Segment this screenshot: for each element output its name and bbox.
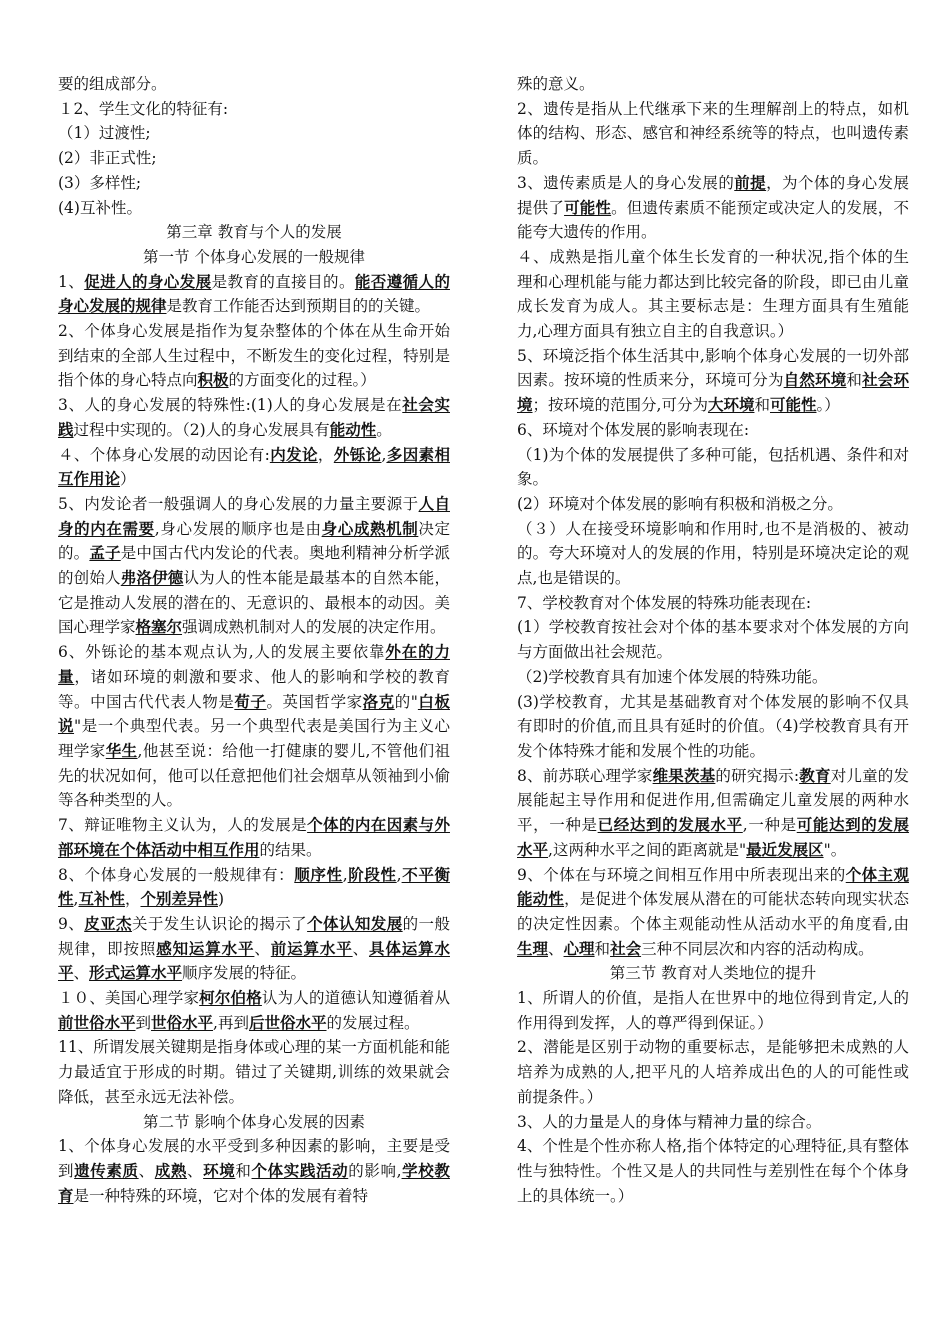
left-paragraph <box>58 640 450 813</box>
right-paragraph <box>517 690 909 764</box>
text-run: 11、所谓发展关键期是指身体或心理的某一方面机能和能力最适宜于形成的时期。错过了关键期,训练的效果就会降低，甚至永远无法补偿。 <box>58 1038 450 1106</box>
text-run: 的研究揭示: <box>715 766 800 785</box>
text-run: ,一种是 <box>742 816 797 835</box>
text-run: １０、美国心理学家 <box>58 989 200 1008</box>
key-term: 维果茨基 <box>652 765 716 785</box>
right-column <box>517 72 909 1208</box>
left-heading <box>58 220 450 245</box>
text-run: 和 <box>754 396 770 415</box>
key-term: 荀子 <box>234 691 267 711</box>
text-run: ,再到 <box>213 1013 249 1032</box>
text-run: 9、 <box>58 914 85 933</box>
text-run: 强调成熟机制对人的发展的决定作用。 <box>182 618 446 637</box>
text-run: （1）过渡性; <box>58 124 151 143</box>
key-term: 孟子 <box>89 543 121 563</box>
key-term: 互补性 <box>78 889 125 909</box>
key-term: 皮亚杰 <box>84 913 132 933</box>
key-term: 社会 <box>610 938 642 958</box>
key-term: 外铄论 <box>333 444 382 464</box>
text-run: 三种不同层次和内容的活动构成。 <box>641 939 874 958</box>
text-run: 5、内发论者一般强调人的身心发展的力量主要源于 <box>58 494 419 513</box>
right-paragraph <box>517 492 909 517</box>
key-term: 阶段性 <box>347 864 397 884</box>
text-run: ；按环境的范围分,可分为 <box>532 396 708 415</box>
key-term: 个体实践活动 <box>251 1160 349 1180</box>
key-term: 个体主观能动性 <box>517 864 909 909</box>
text-run: ，为个体的身心发展提供了 <box>517 173 909 217</box>
text-run: 关于发生认识论的揭示了 <box>131 914 308 933</box>
key-term: 外在的力量 <box>58 642 450 686</box>
text-run: ， <box>124 890 141 909</box>
right-paragraph <box>517 72 909 97</box>
left-paragraph <box>58 72 450 97</box>
key-term: 前提 <box>734 172 767 192</box>
text-run: ) <box>218 890 225 909</box>
text-run: 9、个体在与环境之间相互作用中所表现出来的 <box>517 865 846 884</box>
key-term: 社会实践 <box>58 395 450 439</box>
text-run: 对儿童的发展能起主导作用和促进作用,但需确定儿童发展的两种水平，一种是 <box>517 766 909 835</box>
text-run: ，是促进个体发展从潜在的可能状态转向现实状态的决定性因素。个体主观能动性从活动水平的角度看,由 <box>517 890 909 933</box>
text-run: 1、 <box>58 272 85 291</box>
text-run: , <box>342 865 348 884</box>
text-run: 第二节 影响个体身心发展的因素 <box>143 1112 365 1131</box>
key-term: 世俗水平 <box>151 1012 214 1032</box>
text-run: 认为人的道德认知遵循着从 <box>261 989 450 1008</box>
text-run: 。英国哲学家 <box>266 692 363 711</box>
right-paragraph <box>517 1134 909 1208</box>
text-run: 的一般规律，即按照 <box>58 914 450 958</box>
key-term: 可能达到的发展水平 <box>517 815 909 859</box>
text-run: ） <box>120 470 136 489</box>
left-paragraph <box>58 1035 450 1109</box>
text-run: 第三节 教育对人类地位的提升 <box>609 964 817 983</box>
text-run: 、 <box>138 1161 155 1180</box>
text-run: 和 <box>235 1161 252 1180</box>
right-paragraph <box>517 443 909 492</box>
right-paragraph <box>517 245 909 344</box>
right-paragraph <box>517 1035 909 1109</box>
key-term: 后世俗水平 <box>248 1012 327 1032</box>
text-run: , <box>396 865 402 884</box>
text-run: (1）学校教育按社会对个体的基本要求对个体发展的方向与方面做出社会规范。 <box>517 618 909 662</box>
text-run: 7、学校教育对个体发展的特殊功能表现在: <box>517 593 812 612</box>
right-paragraph <box>517 986 909 1035</box>
right-paragraph <box>517 615 909 664</box>
key-term: 内发论 <box>269 444 318 464</box>
right-paragraph <box>517 344 909 418</box>
key-term: 柯尔伯格 <box>199 988 262 1008</box>
left-paragraph <box>58 196 450 221</box>
text-run: 是教育工作能否达到预期目的的关键。 <box>166 297 431 316</box>
key-term: 前运算水平 <box>270 938 353 958</box>
key-term: 成熟 <box>154 1160 187 1180</box>
left-column <box>58 72 450 1208</box>
text-run: 是教育的直接目的。 <box>211 272 355 291</box>
text-run: 到 <box>135 1013 152 1032</box>
right-paragraph <box>517 171 909 245</box>
left-heading <box>58 245 450 270</box>
key-term: 多因素相互作用论 <box>58 444 450 489</box>
text-run: 殊的意义。 <box>517 75 595 93</box>
left-paragraph <box>58 1134 450 1208</box>
key-term: 学校教育 <box>58 1160 450 1205</box>
text-run: 3、人的身心发展的特殊性:(1)人的身心发展是在 <box>58 396 403 415</box>
key-term: 前世俗水平 <box>58 1012 136 1032</box>
left-paragraph <box>58 146 450 171</box>
key-term: 具体运算水平 <box>58 938 450 983</box>
key-term: 形式运算水平 <box>89 963 183 983</box>
key-term: 个别差异性 <box>140 889 218 909</box>
text-run: 5、环境泛指个体生活其中,影响个体身心发展的一切外部因素。按环境的性质来分，环境可分为 <box>517 346 909 390</box>
text-run: （2)学校教育具有加速个体发展的特殊功能。 <box>517 667 828 686</box>
key-term: 身心成熟机制 <box>321 518 419 538</box>
text-run: 的发展过程。 <box>326 1013 420 1032</box>
key-term: 不平衡性 <box>58 864 450 909</box>
text-run: 的结果。 <box>259 840 322 859</box>
right-paragraph <box>517 418 909 443</box>
text-run: 顺序发展的特征。 <box>182 964 307 983</box>
key-term: 可能性 <box>769 395 817 415</box>
text-run: 、 <box>73 964 90 983</box>
key-term: 遗传素质 <box>74 1160 139 1180</box>
right-paragraph <box>517 863 909 962</box>
text-run: 1、个体身心发展的水平受到多种因素的影响，主要是受到 <box>58 1137 450 1180</box>
left-paragraph <box>58 97 450 122</box>
text-run: 的方面变化的过程。） <box>228 371 376 390</box>
text-run: ， <box>317 445 334 464</box>
left-paragraph <box>58 393 450 442</box>
key-term: 积极 <box>197 370 229 390</box>
key-term: 人自身的内在需要 <box>58 493 450 538</box>
text-run: 和 <box>594 939 611 958</box>
text-run: ，诸如环境的刺激和要求、他人的影响和学校的教育等。中国古代代表人物是 <box>58 667 450 711</box>
text-run: 要的组成部分。 <box>58 75 167 93</box>
text-run: （３）人在接受环境影响和作用时,也不是消极的、被动的。夸大环境对人的发展的作用，特别是环境决定论的观点,也是错误的。 <box>517 519 909 588</box>
key-term: 能动性 <box>329 419 377 439</box>
left-heading <box>58 1110 450 1135</box>
key-term: 感知运算水平 <box>156 938 255 958</box>
right-paragraph <box>517 517 909 591</box>
text-run: 的影响, <box>348 1161 402 1180</box>
text-run: 3、人的力量是人的身体与精神力量的综合。 <box>517 1112 822 1131</box>
key-term: 弗洛伊德 <box>120 568 184 588</box>
key-term: 已经达到的发展水平 <box>597 815 743 835</box>
text-run: 决定的。 <box>58 519 450 563</box>
key-term: 社会环境 <box>517 370 909 415</box>
left-paragraph <box>58 813 450 862</box>
key-term: 生理 <box>517 938 549 958</box>
text-run: ４、个体身心发展的动因论有: <box>58 445 270 464</box>
key-term: 华生 <box>105 740 138 760</box>
right-paragraph <box>517 764 909 863</box>
key-term: 个体的内在因素与外部环境在个体活动中相互作用 <box>58 815 450 859</box>
left-paragraph <box>58 986 450 1035</box>
text-run: 过程中实现的。（2)人的身心发展具有 <box>73 420 330 439</box>
right-paragraph <box>517 665 909 690</box>
key-term: 最近发展区 <box>746 839 824 859</box>
text-run: "。 <box>823 840 847 859</box>
right-heading <box>517 961 909 986</box>
text-run: 。但遗传素质不能预定或决定人的发展，不能夸大遗传的作用。 <box>517 198 909 242</box>
text-run: 3、遗传素质是人的身心发展的 <box>517 173 735 192</box>
text-run: １2、学生文化的特征有: <box>58 99 229 118</box>
text-run: "是一个典型代表。另一个典型代表是美国行为主义心理学家 <box>58 717 450 760</box>
key-term: 白板说 <box>58 691 450 736</box>
text-run: ,这两种水平之间的距离就是" <box>548 840 747 859</box>
left-paragraph <box>58 270 450 319</box>
key-term: 促进人的身心发展 <box>84 271 212 291</box>
key-term: 格塞尔 <box>135 617 183 637</box>
key-term: 心理 <box>563 938 595 958</box>
text-run: 、 <box>187 1161 204 1180</box>
key-term: 顺序性 <box>294 864 343 884</box>
text-run: 和 <box>846 371 863 390</box>
text-run: ４、成熟是指儿童个体生长发育的一种状况,指个体的生理和心理机能与能力都达到比较完备的阶段，即已由儿童成长发育为成人。其主要标志是：生理方面具有生殖能力,心理方面具有独立自主的自我意识。） <box>517 247 909 341</box>
key-term: 大环境 <box>707 395 755 415</box>
right-paragraph <box>517 1110 909 1135</box>
key-term: 可能性 <box>564 197 612 217</box>
left-paragraph <box>58 443 450 492</box>
text-run: 。 <box>376 420 392 439</box>
key-term: 洛克 <box>362 691 395 711</box>
left-paragraph <box>58 121 450 146</box>
text-run: 第三章 教育与个人的发展 <box>166 223 342 242</box>
left-paragraph <box>58 492 450 640</box>
text-run: 的" <box>394 692 418 711</box>
text-run: (2）环境对个体发展的影响有积极和消极之分。 <box>517 494 843 513</box>
left-paragraph <box>58 171 450 196</box>
text-run: 第一节 个体身心发展的一般规律 <box>143 247 365 266</box>
text-run: 6、外铄论的基本观点认为,人的发展主要依靠 <box>58 643 386 662</box>
text-run: ,身心发展的顺序也是由 <box>154 519 322 538</box>
text-run: (3）多样性; <box>58 173 142 192</box>
key-term: 能否遵循人的身心发展的规律 <box>58 271 450 316</box>
text-run: 认为人的性本能是最基本的自然本能，它是推动人发展的潜在的、无意识的、最根本的动因。美国心理学家 <box>58 569 450 637</box>
text-run: 。） <box>816 396 840 415</box>
text-run: 7、辩证唯物主义认为，人的发展是 <box>58 816 308 835</box>
key-term: 个体认知发展 <box>307 913 403 933</box>
text-run: 2、遗传是指从上代继承下来的生理解剖上的特点，如机体的结构、形态、感官和神经系统等的特点，也叫遗传素质。 <box>517 99 909 168</box>
text-run: （1)为个体的发展提供了多种可能，包括机遇、条件和对象。 <box>517 445 909 489</box>
right-paragraph <box>517 591 909 616</box>
text-run: (2）非正式性; <box>58 149 157 168</box>
left-paragraph <box>58 863 450 912</box>
text-run: , <box>73 890 79 909</box>
text-run: 4、个性是个性亦称人格,指个体特定的心理特征,具有整体性与独特性。个性又是人的共同性与差别性在每个个体身上的具体统一。） <box>517 1137 909 1205</box>
text-run: 8、前苏联心理学家 <box>517 766 653 785</box>
text-run: 1、所谓人的价值，是指人在世界中的地位得到肯定,人的作用得到发挥，人的尊严得到保证。） <box>517 989 909 1032</box>
key-term: 环境 <box>203 1160 236 1180</box>
text-run: (3)学校教育，尤其是基础教育对个体发展的影响不仅具有即时的价值,而且具有延时的价值。（4)学校教育具有开发个体特殊才能和发展个性的功能。 <box>517 692 909 760</box>
left-paragraph <box>58 319 450 393</box>
text-run: 6、环境对个体发展的影响表现在: <box>517 420 750 439</box>
text-run: (4)互补性。 <box>58 198 142 217</box>
text-run: 、 <box>548 939 564 958</box>
text-run: 8、个体身心发展的一般规律有： <box>58 865 295 884</box>
key-term: 教育 <box>799 765 831 785</box>
key-term: 自然环境 <box>783 370 847 390</box>
text-run: 、 <box>254 939 271 958</box>
text-run: 2、潜能是区别于动物的重要标志，是能够把未成熟的人培养为成熟的人,把平凡的人培养成出色的人的可能性或前提条件。） <box>517 1038 909 1106</box>
text-run: 2、个体身心发展是指作为复杂整体的个体在从生命开始到结束的全部人生过程中，不断发生的变化过程，特别是指个体的身心特点向 <box>58 322 450 390</box>
text-run: 是一种特殊的环境，它对个体的发展有着特 <box>73 1186 369 1205</box>
right-paragraph <box>517 97 909 171</box>
text-run: ,他甚至说：给他一打健康的婴儿,不管他们祖先的状况如何，他可以任意把他们社会烟草从领袖到小偷等各种类型的人。 <box>58 741 450 810</box>
text-run: 、 <box>352 939 369 958</box>
text-run: , <box>381 445 387 464</box>
left-paragraph <box>58 912 450 986</box>
text-run: 是中国古代内发论的代表。奥地利精神分析学派的创始人 <box>58 544 450 588</box>
